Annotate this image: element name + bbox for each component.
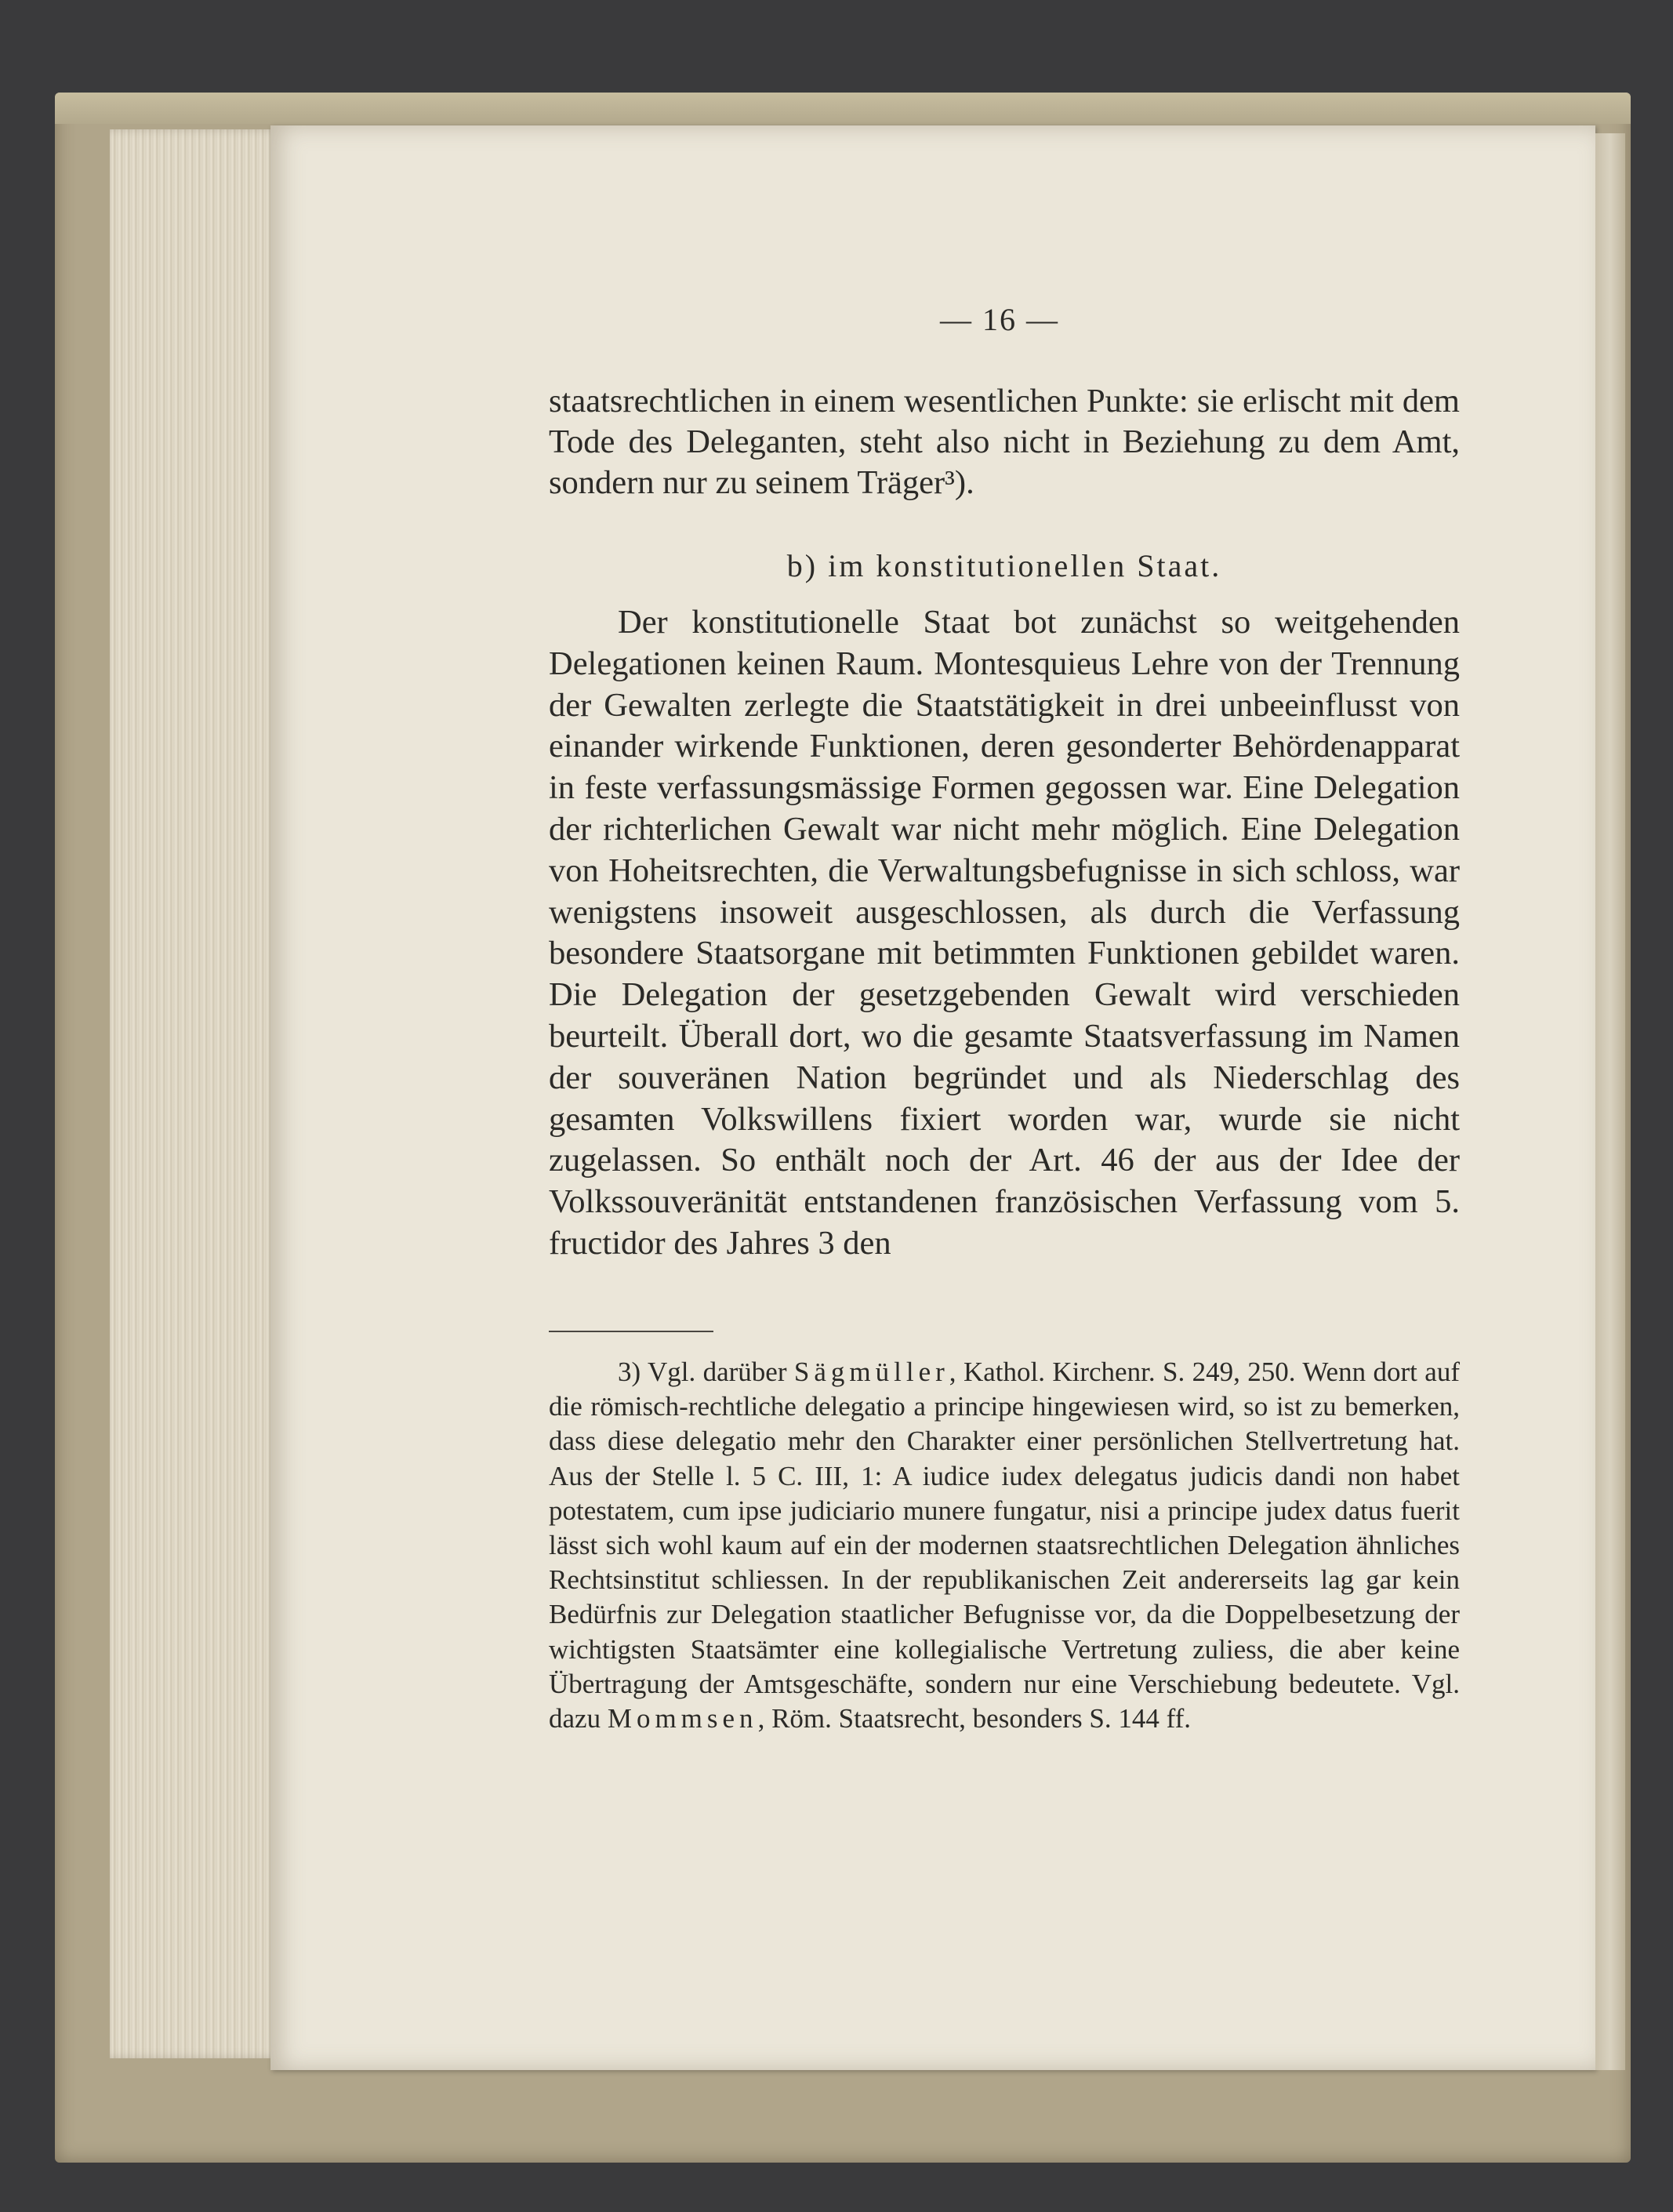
page-right-edge xyxy=(1595,133,1625,2070)
footnote-lead: 3) Vgl. darüber xyxy=(618,1357,794,1387)
section-heading: b) im konstitutionellen Staat. xyxy=(786,548,1222,583)
footnote-author-1: Sägmüller xyxy=(793,1357,949,1387)
body-paragraph-1 xyxy=(549,381,1460,504)
page-number: — 16 — xyxy=(940,302,1059,337)
footnote-text: , Kathol. Kirchenr. S. 249, 250. Wenn dort auf die römisch-rechtliche delegatio a principe hingewiesen wird, so ist zu bemerken, dass diese delegatio mehr den Charakter einer persönlichen Stellvertretung hat. Aus der Stelle l. 5 C. III, 1: A iudice iudex delegatus judicis dandi non habet potestatem, cum ipse judiciario munere fungatur, nisi a principe judex datus fuerit lässt sich wohl kaum auf ein der modernen staatsrechtlichen Delegation ähnliches Rechtsinstitut schliessen. In der republikanischen Zeit andererseits lag gar kein Bedürfnis zur Delegation staatlicher Befugnisse vor, da die Doppelbesetzung der wichtigsten Staatsämter eine kollegialische Vertretung zuliess, die aber keine Übertragung der Amtsgeschäfte, sondern nur eine Verschiebung bedeutete. Vgl. dazu xyxy=(549,1357,1460,1734)
footnote-tail: , Röm. Staatsrecht, besonders S. 144 ff. xyxy=(757,1703,1192,1734)
body-paragraph-2: Der konstitutionelle Staat bot zunächst so weitgehenden Delegationen keinen Raum. Montesquieus Lehre von der Trennung der Gewalten zerlegte die Staatstätigkeit in drei unbeeinflusst von einander wirkende Funktionen, deren gesonderter Behördenapparat in feste verfassungsmässige Formen gegossen war. Eine Delegation der richterlichen Gewalt war nicht mehr möglich. Eine Delegation von Hoheitsrechten, die Verwaltungsbefugnisse in sich schloss, war wenigstens insoweit ausgeschlossen, als durch die Verfassung besondere Staatsorgane mit betimmten Funktionen gebildet waren. Die Delegation der gesetzgebenden Gewalt wird verschieden beurteilt. Überall dort, wo die gesamte Staatsverfassung im Namen der souveränen Nation begründet und als Niederschlag des gesamten Volkswillens fixiert worden war, wurde sie nicht zugelassen. So enthält noch der Art. 46 der aus der Idee der Volkssouveränität entstandenen französischen Verfassung vom 5. fructidor des Jahres 3 den xyxy=(549,604,1460,1262)
paragraph-text: staatsrechtlichen in einem wesentlichen Punkte: sie erlischt mit dem Tode des Deleganten, steht also nicht in Beziehung zu dem Amt, sondern nur zu seinem Träger³). xyxy=(549,383,1460,502)
cover-top-edge xyxy=(55,93,1631,124)
footnote-author-2: Mommsen xyxy=(607,1703,758,1734)
footnote-divider xyxy=(549,1331,713,1332)
footnote xyxy=(549,1355,1460,1736)
page-stack xyxy=(110,129,282,2058)
